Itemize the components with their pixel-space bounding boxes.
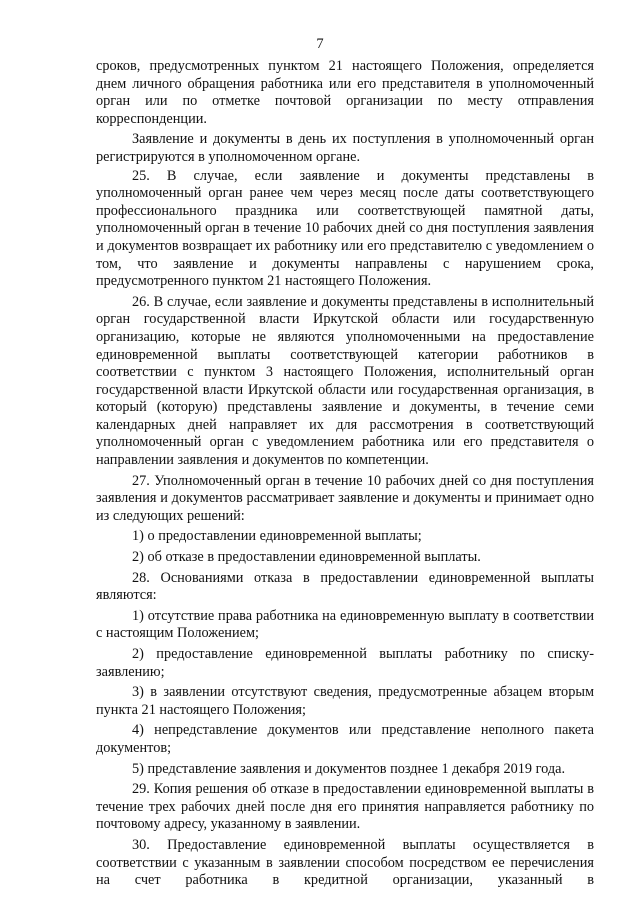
page-number: 7 bbox=[316, 36, 324, 52]
list-item-28-2: 2) предоставление единовременной выплаты работнику по списку-заявлению; bbox=[96, 646, 594, 680]
paragraph-registration: Заявление и документы в день их поступления в уполномоченный орган регистрируются в уполномоченном органе. bbox=[96, 131, 594, 165]
list-item-27-2: 2) об отказе в предоставлении единовременной выплаты. bbox=[132, 549, 481, 566]
paragraph-item-29: 29. Копия решения об отказе в предоставлении единовременной выплаты в течение трех рабочих дней после дня его принятия направляется работнику по почтовому адресу, указанному в заявлении. bbox=[96, 781, 594, 833]
paragraph-item-28: 28. Основаниями отказа в предоставлении единовременной выплаты являются: bbox=[96, 569, 594, 604]
list-item-27-1: 1) о предоставлении единовременной выплаты; bbox=[132, 528, 422, 545]
list-item-28-5: 5) представление заявления и документов позднее 1 декабря 2019 года. bbox=[132, 760, 566, 777]
list-item-28-1: 1) отсутствие права работника на единовременную выплату в соответствии с настоящим Положением; bbox=[96, 607, 594, 642]
paragraph-item-30: 30. Предоставление единовременной выплаты осуществляется в соответствии с указанным в заявлении способом посредством ее перечисления на счет работника в кредитной организации, указанный в bbox=[96, 836, 594, 889]
paragraph-item-25: 25. В случае, если заявление и документы представлены в уполномоченный орган ранее чем через месяц после даты соответствующего профессионального праздника или соответствующей памятной даты, уполномоченный орган в течение 10 рабочих дней со дня поступления заявления и документов возвращает их работнику или его представителю с уведомлением о том, что заявление и документы направлены с нарушением срока, предусмотренного пунктом 21 настоящего Положения. bbox=[96, 167, 594, 290]
list-item-28-4: 4) непредставление документов или представление неполного пакета документов; bbox=[96, 722, 594, 756]
paragraph-continuation: сроков, предусмотренных пунктом 21 настоящего Положения, определяется днем личного обращения работника или его представителя в уполномоченный орган или по отметке почтовой организации по месту отправления корреспонденции. bbox=[96, 58, 594, 127]
paragraph-item-26: 26. В случае, если заявление и документы представлены в исполнительный орган государственной власти Иркутской области или государственную организацию, которые не являются уполномоченными на предоставление единовременной выплаты соответствующей категории работников в соответствии с пунктом 3 настоящего Положения, исполнительный орган государственной власти Иркутской области или государственная организация, в который (которую) представлены заявление и документы, в течение семи календарных дней направляет их для рассмотрения в соответствующий уполномоченный орган с уведомлением работника или его представителя о направлении заявления и документов по компетенции. bbox=[96, 293, 594, 469]
paragraph-item-27: 27. Уполномоченный орган в течение 10 рабочих дней со дня поступления заявления и документов рассматривает заявление и документы и принимает одно из следующих решений: bbox=[96, 472, 594, 524]
list-item-28-3: 3) в заявлении отсутствуют сведения, предусмотренные абзацем вторым пункта 21 настоящего Положения; bbox=[96, 684, 594, 718]
document-body bbox=[96, 58, 594, 890]
